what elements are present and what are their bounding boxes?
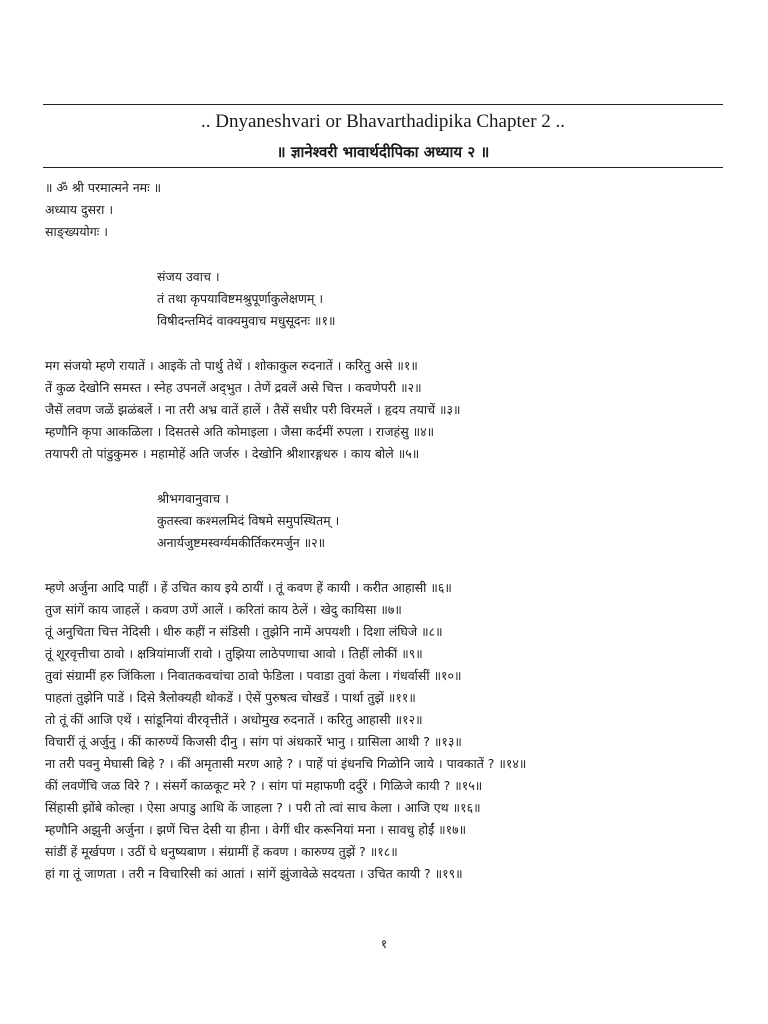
ovi-line: तूं शूरवृत्तीचा ठावो । क्षत्रियांमाजीं रावो । तुझिया लाठेपणाचा आवो । तिहीं लोकीं ॥९॥ bbox=[45, 646, 423, 661]
shloka-line: तं तथा कृपयाविष्टमश्रुपूर्णाकुलेक्षणम् । bbox=[157, 291, 324, 306]
shloka-line: कुतस्त्वा कश्मलमिदं विषमे समुपस्थितम् । bbox=[157, 513, 340, 528]
shloka-line: श्रीभगवानुवाच । bbox=[157, 491, 229, 506]
shloka-line: अनार्यजुष्टमस्वर्ग्यमकीर्तिकरमर्जुन ॥२॥ bbox=[157, 535, 326, 550]
shloka-line: संजय उवाच । bbox=[157, 269, 220, 284]
ovi-line: मग संजयो म्हणे रायातें । आइकें तो पार्थु तेथें । शोकाकुल रुदनातें । करितु असे ॥१॥ bbox=[45, 358, 418, 373]
ovi-line: सिंहासी झोंबे कोल्हा । ऐसा अपाडु आथि कें जाहला ? । परी तो त्वां साच केला । आजि एथ ॥१६॥ bbox=[45, 800, 481, 815]
chapter-name-line: अध्याय दुसरा । bbox=[45, 202, 114, 217]
invocation-line: ॥ ॐ श्री परमात्मने नमः ॥ bbox=[45, 180, 162, 195]
ovi-line: तूं अनुचिता चित्त नेदिसी । धीरु कहीं न संडिसी । तुझेनि नामें अपयशी । दिशा लंघिजे ॥८॥ bbox=[45, 624, 443, 639]
shloka-line: विषीदन्तमिदं वाक्यमुवाच मधुसूदनः ॥१॥ bbox=[157, 313, 336, 328]
ovi-line: जैसें लवण जळें झळंबलें । ना तरी अभ्र वातें हालें । तैसें सधीर परी विरमलें । हृदय तयाचें ॥३॥ bbox=[45, 402, 461, 417]
header-top-rule bbox=[43, 104, 723, 105]
ovi-line: तयापरी तो पांडुकुमरु । महामोहें अति जर्जरु । देखोनि श्रीशारङ्गधरु । काय बोले ॥५॥ bbox=[45, 446, 420, 461]
page-title-english: .. Dnyaneshvari or Bhavarthadipika Chapter 2 .. bbox=[200, 111, 566, 132]
header-bottom-rule bbox=[43, 167, 723, 168]
ovi-line: पाहतां तुझेनि पाडें । दिसे त्रैलोक्यही थोकडें । ऐसें पुरुषत्व चोखडें । पार्था तुझें ॥११॥ bbox=[45, 690, 416, 705]
ovi-line: कीं लवणेंचि जळ विरे ? । संसर्गे काळकूट मरे ? । सांग पां महाफणी दर्दुरें । गिळिजे कायी ? ॥१५॥ bbox=[45, 778, 483, 793]
page-title-devanagari: ॥ ज्ञानेश्वरी भावार्थदीपिका अध्याय २ ॥ bbox=[276, 143, 490, 161]
ovi-line: ना तरी पवनु मेघासी बिहे ? । कीं अमृतासी मरण आहे ? । पाहें पां इंधनचि गिळोनि जाये । पावकातें ? ॥१४॥ bbox=[45, 756, 527, 771]
ovi-line: तो तूं कीं आजि एथें । सांडूनियां वीरवृत्तीतें । अधोमुख रुदनातें । करितु आहासी ॥१२॥ bbox=[45, 712, 423, 727]
ovi-line: म्हणौनि कृपा आकळिला । दिसतसे अति कोमाइला । जैसा कर्दमीं रुपला । राजहंसु ॥४॥ bbox=[45, 424, 435, 439]
ovi-line: तें कुळ देखोनि समस्त । स्नेह उपनलें अद्‍भुत । तेणें द्रवलें असे चित्त । कवणेपरी ॥२॥ bbox=[45, 380, 422, 395]
ovi-line: म्हणौनि अझुनी अर्जुना । झणें चित्त देसी या हीना । वेगीं धीर करूनियां मना । सावधु होईं ॥१७॥ bbox=[45, 822, 467, 837]
ovi-line: तुवां संग्रामीं हरु जिंकिला । निवातकवचांचा ठावो फेडिला । पवाडा तुवां केला । गंधर्वासीं ॥१०॥ bbox=[45, 668, 462, 683]
ovi-line: तुज सांगें काय जाहलें । कवण उणें आलें । करितां काय ठेलें । खेदु कायिसा ॥७॥ bbox=[45, 602, 402, 617]
page-number: १ bbox=[380, 937, 388, 951]
ovi-line: विचारीं तूं अर्जुनु । कीं कारुण्यें किजसी दीनु । सांग पां अंधकारें भानु । ग्रासिला आथी ? ॥१३॥ bbox=[45, 734, 462, 749]
ovi-line: हां गा तूं जाणता । तरी न विचारिसी कां आतां । सांगें झुंजावेळे सदयता । उचित कायी ? ॥१९॥ bbox=[45, 866, 463, 881]
yoga-name-line: साङ्ख्ययोगः । bbox=[45, 224, 108, 239]
ovi-line: म्हणे अर्जुना आदि पाहीं । हें उचित काय इये ठायीं । तूं कवण हें कायी । करीत आहासी ॥६॥ bbox=[45, 580, 452, 595]
ovi-line: सांडीं हें मूर्खपण । उठीं घे धनुष्यबाण । संग्रामीं हें कवण । कारुण्य तुझें ? ॥१८॥ bbox=[45, 844, 398, 859]
